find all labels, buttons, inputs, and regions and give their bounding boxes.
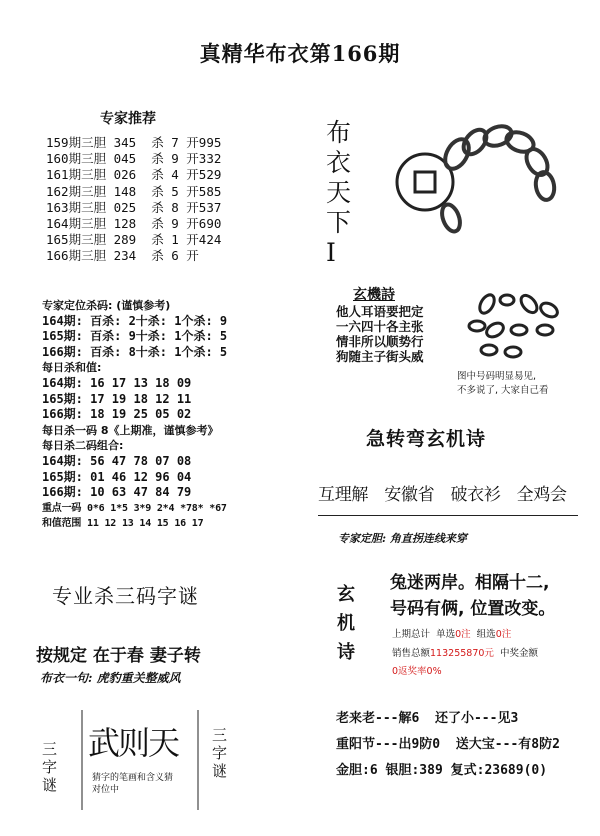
- bottom-tips: [336, 706, 560, 784]
- list-item: 情非所以顺势行: [336, 334, 424, 349]
- riddle-rule: 按规定 在于春 妻子转: [36, 646, 201, 666]
- answer-item: 安徽省: [384, 485, 435, 505]
- focus-code: 重点一码 0*6 1*5 3*9 2*4 *78* *67: [42, 502, 227, 514]
- list-item: 165期三胆 289 杀 1 开424: [46, 232, 222, 248]
- list-item: 165期: 百杀: 9十杀: 1个杀: 5: [42, 329, 228, 344]
- hairpin-title: 急转弯玄机诗: [366, 428, 487, 450]
- riddle-hint: 猜字的笔画和含义猜: [92, 773, 174, 783]
- stat-line: 0返奖率0%: [392, 666, 442, 677]
- stat-line: 上期总计 单选0注 组选0注: [392, 629, 512, 640]
- one-code-header: 每日杀一码 8《上期准，谨慎参考》: [42, 423, 219, 437]
- rabbit-riddle-line: 号码有俩, 位置改变。: [390, 599, 556, 619]
- list-item: 166期: 百杀: 8十杀: 1个杀: 5: [42, 344, 228, 359]
- beads-illustration: [465, 290, 565, 360]
- list-item: 165期: 01 46 12 96 04: [42, 469, 192, 484]
- sum-header: 每日杀和值:: [42, 361, 102, 375]
- list-item: 他人耳语要把定: [336, 304, 424, 319]
- two-code-header: 每日杀二码组合:: [42, 439, 124, 453]
- rabbit-riddle-line: 兔迷两岸。相隔十二,: [390, 573, 550, 593]
- experts-list: [46, 135, 221, 265]
- image-caption: 图中号码明显易见,: [457, 371, 537, 382]
- poem-lines: [336, 304, 424, 364]
- vertical-title: 布衣天下Ⅰ: [326, 118, 352, 267]
- divider: [318, 515, 578, 516]
- stat-line: 销售总额113255870元 中奖金额: [392, 648, 538, 659]
- answers-row: [318, 480, 578, 505]
- list-item: 159期三胆 345 杀 7 开995: [46, 135, 222, 150]
- list-item: 166期: 18 19 25 05 02: [42, 407, 192, 422]
- one-line-hint: 布衣一句: 虎豹重关整威风: [40, 671, 181, 685]
- image-caption: 不多说了, 大家自己看: [457, 385, 549, 396]
- sum-range: 和值范围 11 12 13 14 15 16 17: [42, 518, 204, 530]
- answer-item: 破衣衫: [450, 485, 501, 505]
- list-item: 狗随主子街头威: [336, 349, 424, 364]
- page-title: 真精华布衣第166期: [199, 41, 401, 66]
- poem-title: 玄機詩: [353, 287, 395, 303]
- side-label-left: 三字谜: [42, 740, 58, 794]
- list-item: 164期: 百杀: 2十杀: 1个杀: 9: [42, 313, 228, 328]
- answer-item: 互理解: [318, 485, 369, 505]
- list-item: 162期三胆 148 杀 5 开585: [46, 183, 222, 199]
- list-item: 164期: 16 17 13 18 09: [42, 375, 192, 390]
- list-item: 金胆:6 银胆:389 复式:23689(0): [336, 763, 548, 778]
- kill-header: 专家定位杀码: (谨慎参考): [42, 299, 171, 312]
- list-item: 165期: 17 19 18 12 11: [42, 391, 192, 406]
- experts-title: 专家推荐: [100, 111, 156, 127]
- list-item: 164期三胆 128 杀 9 开690: [46, 216, 222, 232]
- expert-dan-line: 专家定胆: 角直拐连线来穿: [338, 532, 467, 545]
- list-item: 老来老---解6 还了小---见3: [336, 711, 519, 726]
- list-item: 一六四十各主张: [336, 319, 424, 334]
- list-item: 166期: 10 63 47 84 79: [42, 485, 192, 500]
- answer-item: 全鸡会: [516, 485, 567, 505]
- list-item: 161期三胆 026 杀 4 开529: [46, 167, 222, 183]
- list-item: 160期三胆 045 杀 9 开332: [46, 151, 222, 167]
- list-item: 164期: 56 47 78 07 08: [42, 453, 192, 468]
- riddle-hint: 对位中: [92, 785, 120, 795]
- list-item: 163期三胆 025 杀 8 开537: [46, 199, 222, 215]
- xuanji-vertical: 玄机诗: [337, 584, 355, 663]
- list-item: 重阳节---出9防0 送大宝---有8防2: [336, 737, 560, 752]
- riddle-title: 专业杀三码字谜: [52, 584, 199, 608]
- side-label-right: 三字谜: [212, 726, 228, 780]
- list-item: 166期三胆 234 杀 6 开: [46, 248, 199, 264]
- riddle-big-text: 武则天: [88, 724, 179, 762]
- kill-numbers-block: [42, 298, 292, 532]
- coins-chain-illustration: [395, 120, 575, 240]
